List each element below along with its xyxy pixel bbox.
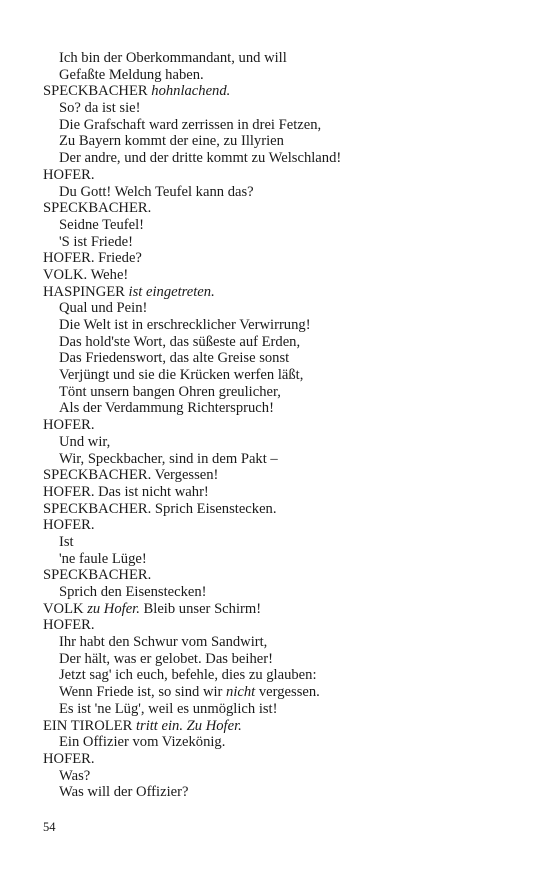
speaker-line [43,467,523,484]
speaker-line [43,751,523,768]
line-text: Das Friedenswort, das alte Greise sonst [59,350,290,367]
stage-direction: tritt ein. Zu Hofer. [135,717,242,734]
verse-line [43,634,523,651]
line-text: Qual und Pein! [59,300,148,317]
speaker-line [43,501,523,518]
page-number: 54 [43,820,56,834]
line-text: HOFER. [43,517,95,534]
stage-direction: nicht [226,684,256,701]
verse-line [43,784,523,801]
line-text: VOLK [43,600,88,617]
line-text: Und wir, [59,433,111,450]
line-text: Zu Bayern kommt der eine, zu Illyrien [59,133,284,150]
speaker-line [43,267,523,284]
speaker-line [43,484,523,501]
verse-line [43,534,523,551]
verse-line [43,701,523,718]
line-text: Die Grafschaft ward zerrissen in drei Fetzen, [59,116,322,133]
line-text: Das hold'ste Wort, das süßeste auf Erden, [59,333,301,350]
line-text: EIN TIROLER [43,717,136,734]
line-text: HOFER. [43,750,95,767]
verse-line [43,367,523,384]
speaker-line [43,284,523,301]
line-text: Verjüngt und sie die Krücken werfen läßt, [59,367,304,384]
line-text: 'S ist Friede! [59,233,133,250]
line-text: Die Welt ist in erschrecklicher Verwirrung! [59,317,311,333]
line-text: Ist [59,533,74,550]
line-text: Wenn Friede ist, so sind wir [59,684,227,701]
line-text: SPECKBACHER. [43,200,152,217]
verse-line [43,67,523,84]
verse-line [43,734,523,751]
speaker-line [43,167,523,184]
line-text: Gefaßte Meldung haben. [59,66,204,83]
line-text: Der hält, was er gelobet. Das beiher! [59,650,273,667]
verse-line [43,551,523,568]
line-text: HOFER. [43,166,95,183]
speaker-line [43,250,523,267]
line-text: 'ne faule Lüge! [59,550,147,567]
speaker-line [43,200,523,217]
line-text: Tönt unsern bangen Ohren greulicher, [59,383,281,400]
verse-line [43,184,523,201]
line-text: Was will der Offizier? [59,784,189,801]
verse-line [43,334,523,351]
speaker-line [43,517,523,534]
line-text: So? da ist sie! [59,100,141,117]
line-text: SPECKBACHER [43,83,152,100]
verse-line [43,768,523,785]
verse-line [43,384,523,401]
verse-line [43,667,523,684]
stage-direction: ist eingetreten. [128,283,215,300]
line-text: HOFER. Friede? [43,250,142,267]
speaker-line [43,567,523,584]
verse-line [43,117,523,134]
stage-direction: hohnlachend. [151,83,231,100]
speaker-line [43,718,523,735]
verse-line [43,133,523,150]
stage-direction: zu Hofer. [87,600,140,617]
line-text: Du Gott! Welch Teufel kann das? [59,183,254,200]
verse-line [43,300,523,317]
verse-line [43,100,523,117]
line-text: Sprich den Eisenstecken! [59,584,207,600]
line-text: Der andre, und der dritte kommt zu Welschland! [59,150,342,167]
line-text: Wir, Speckbacher, sind in dem Pakt – [59,450,278,467]
line-text: Es ist 'ne Lüg', weil es unmöglich ist! [59,700,278,717]
line-text: VOLK. Wehe! [43,266,129,283]
line-text: Jetzt sag' ich euch, befehle, dies zu glauben: [59,667,317,684]
speaker-line [43,617,523,634]
verse-line [43,217,523,234]
line-text: Ich bin der Oberkommandant, und will [59,50,287,66]
verse-line [43,350,523,367]
verse-line [43,400,523,417]
verse-line [43,234,523,251]
speaker-line [43,601,523,618]
line-text: HOFER. [43,417,95,434]
line-text: SPECKBACHER. [43,567,152,584]
verse-line [43,584,523,601]
speaker-line [43,83,523,100]
line-text: Als der Verdammung Richterspruch! [59,400,274,417]
line-text: HOFER. [43,617,95,634]
line-text: HOFER. Das ist nicht wahr! [43,483,209,500]
line-text: HASPINGER [43,283,129,300]
line-text: Bleib unser Schirm! [139,600,262,617]
verse-line [43,684,523,701]
line-text: vergessen. [255,684,320,701]
verse-line [43,451,523,468]
speaker-line [43,417,523,434]
line-text: Ein Offizier vom Vizekönig. [59,734,226,751]
line-text: Ihr habt den Schwur vom Sandwirt, [59,634,268,651]
verse-line [43,50,523,67]
verse-line [43,150,523,167]
verse-line [43,651,523,668]
drama-text [43,50,523,801]
line-text: Seidne Teufel! [59,216,145,233]
verse-line [43,317,523,334]
line-text: SPECKBACHER. Vergessen! [43,467,219,484]
line-text: SPECKBACHER. Sprich Eisenstecken. [43,500,277,517]
verse-line [43,434,523,451]
line-text: Was? [59,767,91,784]
